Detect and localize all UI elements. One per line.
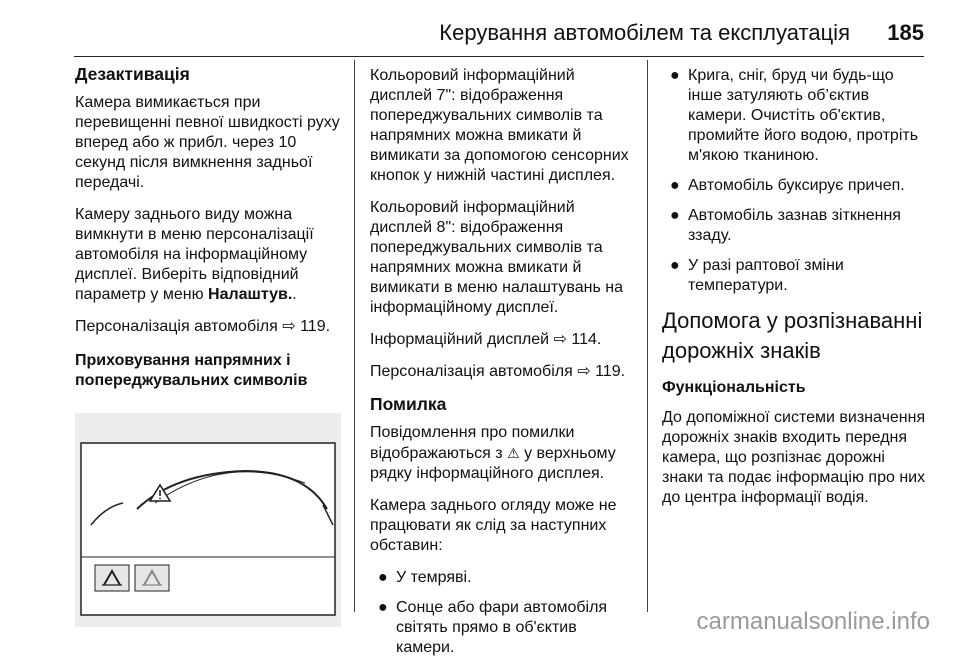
list-item [662, 66, 930, 166]
section-heading-error: Помилка [370, 394, 447, 414]
column-divider-1 [354, 60, 355, 612]
list-item [662, 176, 930, 196]
paragraph [370, 423, 632, 484]
paragraph: До допоміжної системи визначення дорожніх знаків входить передня камера, що розпізнає дорожні знаки та подає інформацію про них до центра інформації водія. [662, 409, 926, 506]
page-number: 185 [887, 20, 924, 45]
page-reference-arrow-icon: ⇨ [577, 363, 591, 380]
column-1 [75, 60, 347, 627]
camera-display-illustration [75, 413, 341, 627]
paragraph-text: у верхньому рядку інформаційного дисплея. [370, 445, 616, 482]
list-item-text: Автомобіль буксирує причеп. [688, 177, 905, 194]
cross-reference[interactable]: Персоналізація автомобіля ⇨ 119. [75, 318, 331, 335]
section-heading-deactivation: Дезактивація [75, 64, 190, 84]
column-divider-2 [647, 60, 648, 612]
paragraph: Камера заднього огляду може не працювати як слід за наступних обставин: [370, 497, 617, 554]
bullet-icon: ● [670, 257, 680, 274]
list-item [662, 256, 930, 296]
list-item-text: Сонце або фари автомобіля світять прямо в об'єктив камери. [396, 599, 608, 656]
page-reference-arrow-icon: ⇨ [282, 318, 296, 335]
reference-text: Персоналізація автомобіля [370, 363, 578, 380]
list-item [370, 568, 632, 588]
reference-page: 119 [300, 318, 326, 335]
paragraph: Камера вимикається при перевищенні певної швидкості руху вперед або ж прибл. через 10 секунд після вимкнення задньої передачі. [75, 94, 340, 191]
paragraph [75, 205, 347, 305]
watermark: carmanualsonline.info [696, 608, 930, 635]
bullet-icon: ● [378, 599, 388, 616]
page-header-title: Керування автомобілем та експлуатація [439, 20, 850, 45]
column-3 [662, 60, 930, 520]
warning-triangle-icon: ⚠ [507, 445, 520, 461]
bullet-icon: ● [670, 177, 680, 194]
reference-text: Інформаційний дисплей [370, 331, 554, 348]
page-reference-arrow-icon: ⇨ [553, 331, 567, 348]
menu-name: Налаштув. [208, 286, 293, 303]
reference-page: 114 [571, 331, 597, 348]
bullet-icon: ● [670, 67, 680, 84]
list-item [370, 598, 632, 658]
punctuation: . [292, 286, 297, 303]
conditions-list [370, 568, 632, 658]
list-item-text: Крига, сніг, бруд чи будь-що інше затуляють об’єктив камери. Очистіть об'єктив, промийте його водою, протріть м'якою тканиною. [688, 67, 919, 164]
reference-text: Персоналізація автомобіля [75, 318, 283, 335]
paragraph: Кольоровий інформаційний дисплей 8": відображення попереджувальних символів та напрямних можна вмикати й вимикати в меню налаштувань на інформаційному дисплеї. [370, 199, 623, 316]
subsection-heading-hide-guides: Приховування напрямних і попереджувальних символів [75, 352, 308, 389]
bullet-icon: ● [378, 569, 388, 586]
subsection-heading-functionality: Функціональність [662, 379, 806, 396]
reference-page: 119 [595, 363, 621, 380]
list-item [662, 206, 930, 246]
paragraph-text: Повідомлення про помилки відображаються з [370, 424, 575, 462]
list-item-text: Автомобіль зазнав зіткнення ззаду. [688, 207, 901, 244]
list-item-text: У темряві. [396, 569, 472, 586]
conditions-list-continued [662, 66, 930, 296]
paragraph-text: Камеру заднього виду можна вимкнути в меню персоналізації автомобіля на інформаційному дисплеї. Виберіть відповідний параметр у меню [75, 206, 314, 303]
cross-reference[interactable]: Персоналізація автомобіля ⇨ 119. [370, 363, 626, 380]
column-2 [370, 60, 632, 668]
header-rule [74, 56, 924, 57]
bullet-icon: ● [670, 207, 680, 224]
section-heading-traffic-sign-assistant: Допомога у розпізнаванні дорожніх знаків [662, 308, 923, 363]
paragraph: Кольоровий інформаційний дисплей 7": відображення попереджувальних символів та напрямних можна вмикати й вимикати за допомогою сенсорних кнопок у нижній частині дисплея. [370, 67, 629, 184]
cross-reference[interactable]: Інформаційний дисплей ⇨ 114. [370, 331, 602, 348]
list-item-text: У разі раптової зміни температури. [688, 257, 844, 294]
